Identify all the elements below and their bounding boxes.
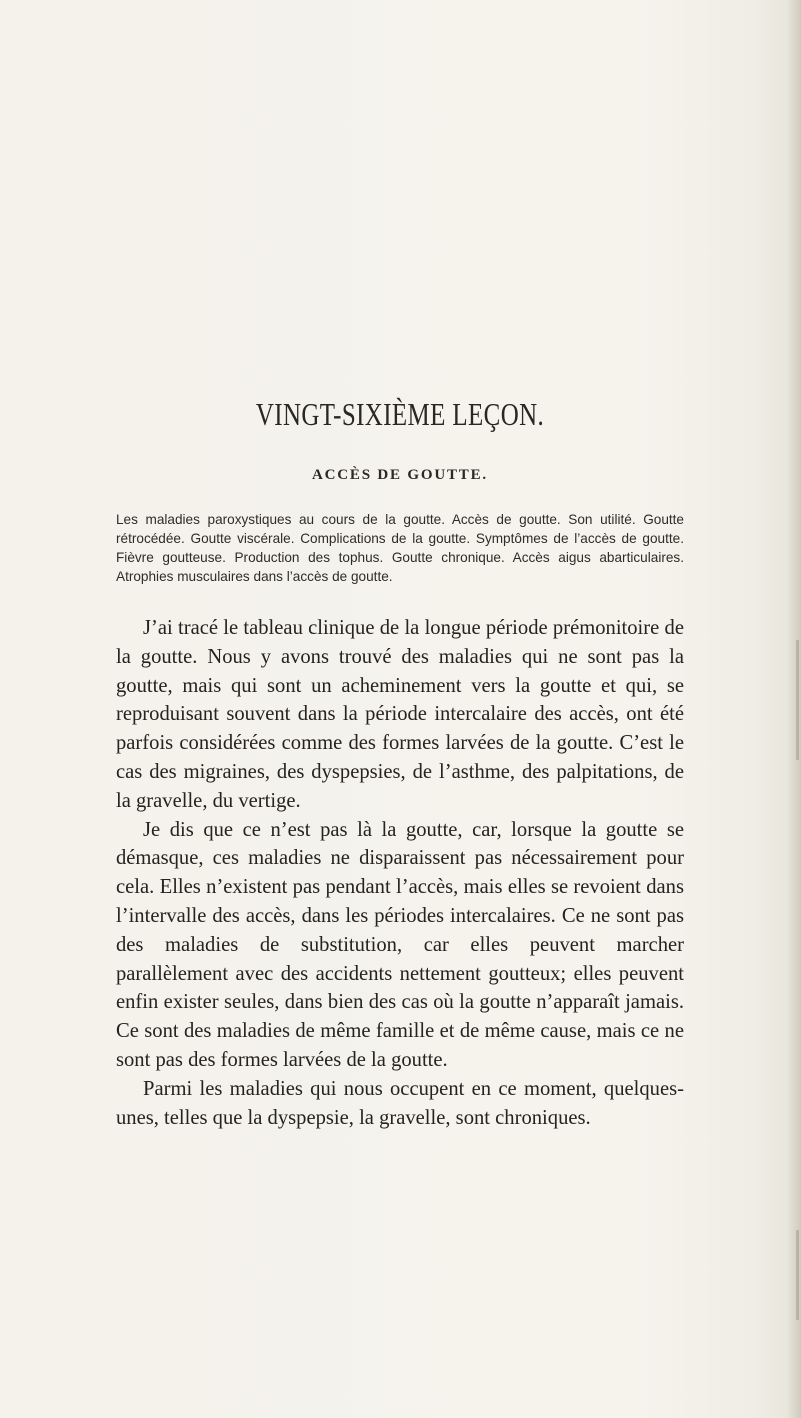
page-edge-shadow	[787, 0, 801, 1418]
section-title: ACCÈS DE GOUTTE.	[312, 467, 488, 483]
body-paragraph: Je dis que ce n’est pas là la goutte, car, lorsque la goutte se démasque, ces maladies ne disparaissent pas nécessairement pour cela. Elles n’existent pas pendant l’accès, mais elles se revoient dans l’intervalle des accès, dans les périodes intercalaires. Ce ne sont pas des maladies de substitution, car elles peuvent marcher parallèlement avec des accidents nettement goutteux; elles peuvent enfin exister seules, dans bien des cas où la goutte n’apparaît jamais. Ce sont des maladies de même famille et de même cause, mais ce ne sont pas des formes larvées de la goutte.	[116, 818, 684, 1071]
body-paragraph: J’ai tracé le tableau clinique de la longue période prémonitoire de la goutte. Nous y avons trouvé des maladies qui ne sont pas la goutte, mais qui sont un acheminement vers la goutte et qui, se reproduisant souvent dans la période intercalaire des accès, ont été parfois considérées comme des formes larvées de la goutte. C’est le cas des migraines, des dyspepsies, de l’asthme, des palpitations, de la gravelle, du vertige.	[116, 617, 684, 812]
text-block	[116, 395, 684, 1132]
edge-mark	[796, 1230, 799, 1320]
body-paragraph: Parmi les maladies qui nous occupent en ce moment, quelques-unes, telles que la dyspepsie, la gravelle, sont chroniques.	[116, 1077, 684, 1129]
edge-mark	[796, 640, 799, 760]
lesson-title: VINGT-SIXIÈME LEÇON.	[255, 396, 545, 432]
chapter-summary: Les maladies paroxystiques au cours de la goutte. Accès de goutte. Son utilité. Goutte rétrocédée. Goutte viscérale. Complications de la goutte. Symptômes de l’accès de goutte. Fièvre goutteuse. Production des tophus. Goutte chronique. Accès aigus abarticulaires. Atrophies musculaires dans l’accès de goutte.	[116, 512, 684, 584]
